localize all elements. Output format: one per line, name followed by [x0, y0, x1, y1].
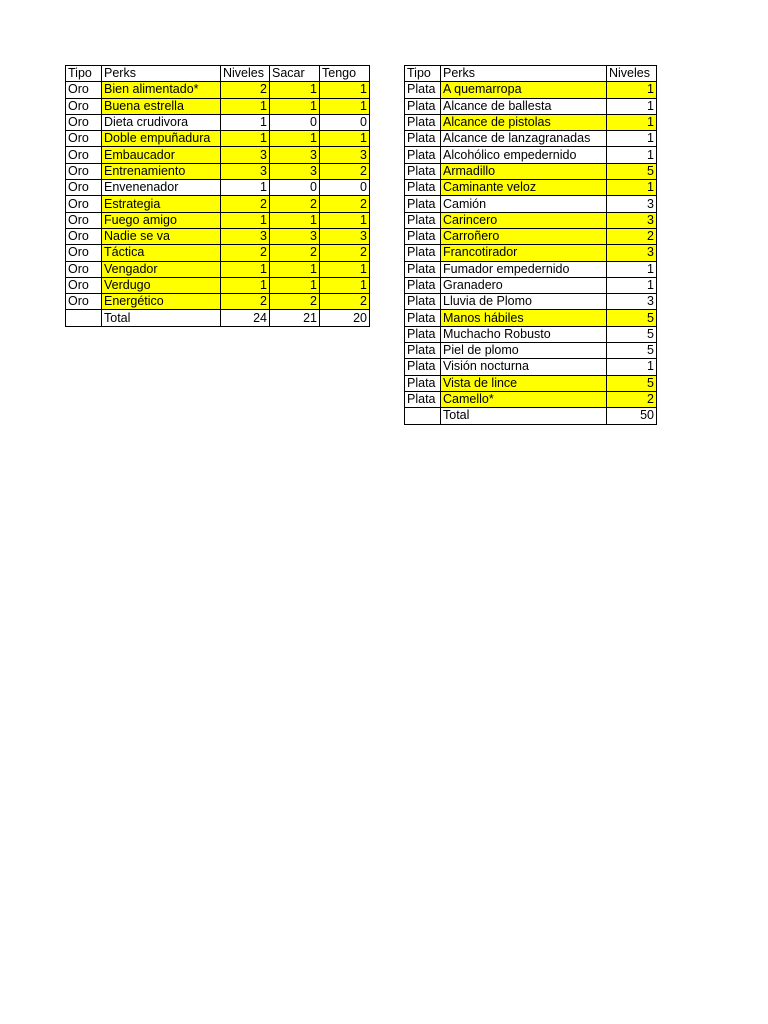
perk-cell: Caminante veloz — [441, 180, 607, 196]
tipo-cell: Oro — [66, 147, 102, 163]
oro-table-row — [66, 245, 370, 261]
niveles-cell: 5 — [607, 343, 657, 359]
perk-cell: Carroñero — [441, 228, 607, 244]
niveles-cell: 1 — [221, 98, 270, 114]
niveles-cell: 2 — [221, 196, 270, 212]
perk-cell: A quemarropa — [441, 82, 607, 98]
niveles-cell: 1 — [607, 147, 657, 163]
niveles-cell: 1 — [607, 277, 657, 293]
niveles-cell: 3 — [607, 245, 657, 261]
tengo-cell: 2 — [320, 163, 370, 179]
niveles-cell: 1 — [221, 131, 270, 147]
perk-cell: Lluvia de Plomo — [441, 294, 607, 310]
perk-cell: Alcance de pistolas — [441, 114, 607, 130]
total-sacar: 21 — [270, 310, 320, 326]
sacar-cell: 0 — [270, 114, 320, 130]
niveles-cell: 3 — [607, 196, 657, 212]
oro-table-row — [66, 277, 370, 293]
tengo-cell: 0 — [320, 180, 370, 196]
niveles-cell: 3 — [221, 163, 270, 179]
tipo-cell: Oro — [66, 228, 102, 244]
plata-table-row — [405, 294, 657, 310]
oro-table-row — [66, 131, 370, 147]
tipo-cell: Oro — [66, 180, 102, 196]
perk-cell: Camello* — [441, 391, 607, 407]
plata-total-row — [405, 408, 657, 424]
perk-cell: Estrategia — [102, 196, 221, 212]
plata-table-row — [405, 98, 657, 114]
perk-cell: Vista de lince — [441, 375, 607, 391]
perk-cell: Granadero — [441, 277, 607, 293]
plata-header-row — [405, 66, 657, 82]
oro-table-row — [66, 294, 370, 310]
sacar-cell: 1 — [270, 261, 320, 277]
oro-header-tipo: Tipo — [66, 66, 102, 82]
niveles-cell: 1 — [221, 261, 270, 277]
tipo-cell: Plata — [405, 163, 441, 179]
tipo-cell: Plata — [405, 114, 441, 130]
plata-table-row — [405, 114, 657, 130]
niveles-cell: 5 — [607, 326, 657, 342]
niveles-cell: 1 — [221, 277, 270, 293]
niveles-cell: 1 — [221, 114, 270, 130]
plata-table-row — [405, 261, 657, 277]
oro-table-row — [66, 212, 370, 228]
tipo-cell: Oro — [66, 261, 102, 277]
niveles-cell: 5 — [607, 375, 657, 391]
plata-table-row — [405, 212, 657, 228]
tipo-cell: Oro — [66, 82, 102, 98]
perk-cell: Carincero — [441, 212, 607, 228]
sacar-cell: 3 — [270, 147, 320, 163]
total-blank-cell — [66, 310, 102, 326]
plata-table-row — [405, 343, 657, 359]
tipo-cell: Plata — [405, 343, 441, 359]
plata-header-niveles: Niveles — [607, 66, 657, 82]
plata-header-perks: Perks — [441, 66, 607, 82]
sacar-cell: 2 — [270, 196, 320, 212]
niveles-cell: 2 — [221, 82, 270, 98]
plata-perks-table — [404, 65, 657, 425]
sacar-cell: 1 — [270, 82, 320, 98]
perk-cell: Entrenamiento — [102, 163, 221, 179]
tengo-cell: 2 — [320, 245, 370, 261]
perk-cell: Energético — [102, 294, 221, 310]
niveles-cell: 1 — [221, 212, 270, 228]
perk-cell: Alcohólico empedernido — [441, 147, 607, 163]
niveles-cell: 2 — [607, 228, 657, 244]
niveles-cell: 2 — [221, 245, 270, 261]
tipo-cell: Plata — [405, 310, 441, 326]
total-niveles: 24 — [221, 310, 270, 326]
tengo-cell: 2 — [320, 294, 370, 310]
plata-table-row — [405, 277, 657, 293]
plata-table-row — [405, 131, 657, 147]
perk-cell: Alcance de lanzagranadas — [441, 131, 607, 147]
perk-cell: Táctica — [102, 245, 221, 261]
oro-header-tengo: Tengo — [320, 66, 370, 82]
tengo-cell: 1 — [320, 131, 370, 147]
tipo-cell: Plata — [405, 391, 441, 407]
tipo-cell: Plata — [405, 375, 441, 391]
total-label: Total — [102, 310, 221, 326]
tengo-cell: 1 — [320, 261, 370, 277]
niveles-cell: 5 — [607, 163, 657, 179]
sacar-cell: 0 — [270, 180, 320, 196]
perk-cell: Nadie se va — [102, 228, 221, 244]
plata-table-row — [405, 391, 657, 407]
total-niveles: 50 — [607, 408, 657, 424]
total-blank-cell — [405, 408, 441, 424]
plata-table-row — [405, 180, 657, 196]
oro-table-row — [66, 114, 370, 130]
tengo-cell: 1 — [320, 98, 370, 114]
oro-table-row — [66, 98, 370, 114]
perk-cell: Francotirador — [441, 245, 607, 261]
sacar-cell: 2 — [270, 294, 320, 310]
perk-cell: Verdugo — [102, 277, 221, 293]
tipo-cell: Plata — [405, 98, 441, 114]
niveles-cell: 3 — [607, 294, 657, 310]
plata-table-row — [405, 82, 657, 98]
plata-table-row — [405, 310, 657, 326]
tipo-cell: Oro — [66, 277, 102, 293]
sacar-cell: 1 — [270, 212, 320, 228]
plata-header-tipo: Tipo — [405, 66, 441, 82]
oro-table-row — [66, 82, 370, 98]
niveles-cell: 3 — [607, 212, 657, 228]
sacar-cell: 3 — [270, 163, 320, 179]
tipo-cell: Plata — [405, 228, 441, 244]
perk-cell: Muchacho Robusto — [441, 326, 607, 342]
oro-table-row — [66, 163, 370, 179]
perk-cell: Fuego amigo — [102, 212, 221, 228]
plata-table-row — [405, 147, 657, 163]
tengo-cell: 1 — [320, 277, 370, 293]
plata-table-row — [405, 326, 657, 342]
perk-cell: Fumador empedernido — [441, 261, 607, 277]
tipo-cell: Plata — [405, 82, 441, 98]
perk-cell: Manos hábiles — [441, 310, 607, 326]
perk-cell: Piel de plomo — [441, 343, 607, 359]
niveles-cell: 3 — [221, 228, 270, 244]
oro-header-perks: Perks — [102, 66, 221, 82]
tipo-cell: Plata — [405, 147, 441, 163]
tipo-cell: Oro — [66, 163, 102, 179]
tipo-cell: Oro — [66, 114, 102, 130]
sacar-cell: 2 — [270, 245, 320, 261]
niveles-cell: 3 — [221, 147, 270, 163]
niveles-cell: 1 — [607, 359, 657, 375]
tipo-cell: Plata — [405, 196, 441, 212]
niveles-cell: 5 — [607, 310, 657, 326]
tipo-cell: Oro — [66, 131, 102, 147]
niveles-cell: 2 — [221, 294, 270, 310]
niveles-cell: 1 — [607, 261, 657, 277]
tipo-cell: Plata — [405, 180, 441, 196]
niveles-cell: 2 — [607, 391, 657, 407]
oro-table-row — [66, 228, 370, 244]
oro-header-niveles: Niveles — [221, 66, 270, 82]
perk-cell: Envenenador — [102, 180, 221, 196]
tipo-cell: Plata — [405, 326, 441, 342]
niveles-cell: 1 — [221, 180, 270, 196]
niveles-cell: 1 — [607, 180, 657, 196]
tipo-cell: Oro — [66, 294, 102, 310]
perk-cell: Armadillo — [441, 163, 607, 179]
plata-table-row — [405, 196, 657, 212]
tipo-cell: Oro — [66, 98, 102, 114]
tengo-cell: 1 — [320, 82, 370, 98]
tipo-cell: Plata — [405, 212, 441, 228]
tipo-cell: Oro — [66, 212, 102, 228]
oro-table-row — [66, 261, 370, 277]
tengo-cell: 2 — [320, 196, 370, 212]
tipo-cell: Oro — [66, 245, 102, 261]
oro-header-sacar: Sacar — [270, 66, 320, 82]
tipo-cell: Plata — [405, 359, 441, 375]
tipo-cell: Plata — [405, 261, 441, 277]
perk-cell: Dieta crudivora — [102, 114, 221, 130]
oro-table-row — [66, 147, 370, 163]
perk-cell: Embaucador — [102, 147, 221, 163]
tengo-cell: 1 — [320, 212, 370, 228]
plata-table-row — [405, 375, 657, 391]
niveles-cell: 1 — [607, 131, 657, 147]
oro-header-row — [66, 66, 370, 82]
plata-table-row — [405, 228, 657, 244]
total-label: Total — [441, 408, 607, 424]
niveles-cell: 1 — [607, 98, 657, 114]
perk-cell: Visión nocturna — [441, 359, 607, 375]
perk-cell: Alcance de ballesta — [441, 98, 607, 114]
oro-table-row — [66, 180, 370, 196]
tengo-cell: 0 — [320, 114, 370, 130]
oro-perks-table — [65, 65, 370, 327]
oro-total-row — [66, 310, 370, 326]
plata-table-row — [405, 163, 657, 179]
tengo-cell: 3 — [320, 147, 370, 163]
sacar-cell: 3 — [270, 228, 320, 244]
plata-table-row — [405, 245, 657, 261]
plata-table-row — [405, 359, 657, 375]
sacar-cell: 1 — [270, 131, 320, 147]
sacar-cell: 1 — [270, 98, 320, 114]
tipo-cell: Oro — [66, 196, 102, 212]
perk-cell: Vengador — [102, 261, 221, 277]
tipo-cell: Plata — [405, 131, 441, 147]
sacar-cell: 1 — [270, 277, 320, 293]
total-tengo: 20 — [320, 310, 370, 326]
tipo-cell: Plata — [405, 294, 441, 310]
tengo-cell: 3 — [320, 228, 370, 244]
tipo-cell: Plata — [405, 245, 441, 261]
perk-cell: Doble empuñadura — [102, 131, 221, 147]
perk-cell: Buena estrella — [102, 98, 221, 114]
perk-cell: Bien alimentado* — [102, 82, 221, 98]
oro-table-row — [66, 196, 370, 212]
niveles-cell: 1 — [607, 114, 657, 130]
niveles-cell: 1 — [607, 82, 657, 98]
tipo-cell: Plata — [405, 277, 441, 293]
perk-cell: Camión — [441, 196, 607, 212]
